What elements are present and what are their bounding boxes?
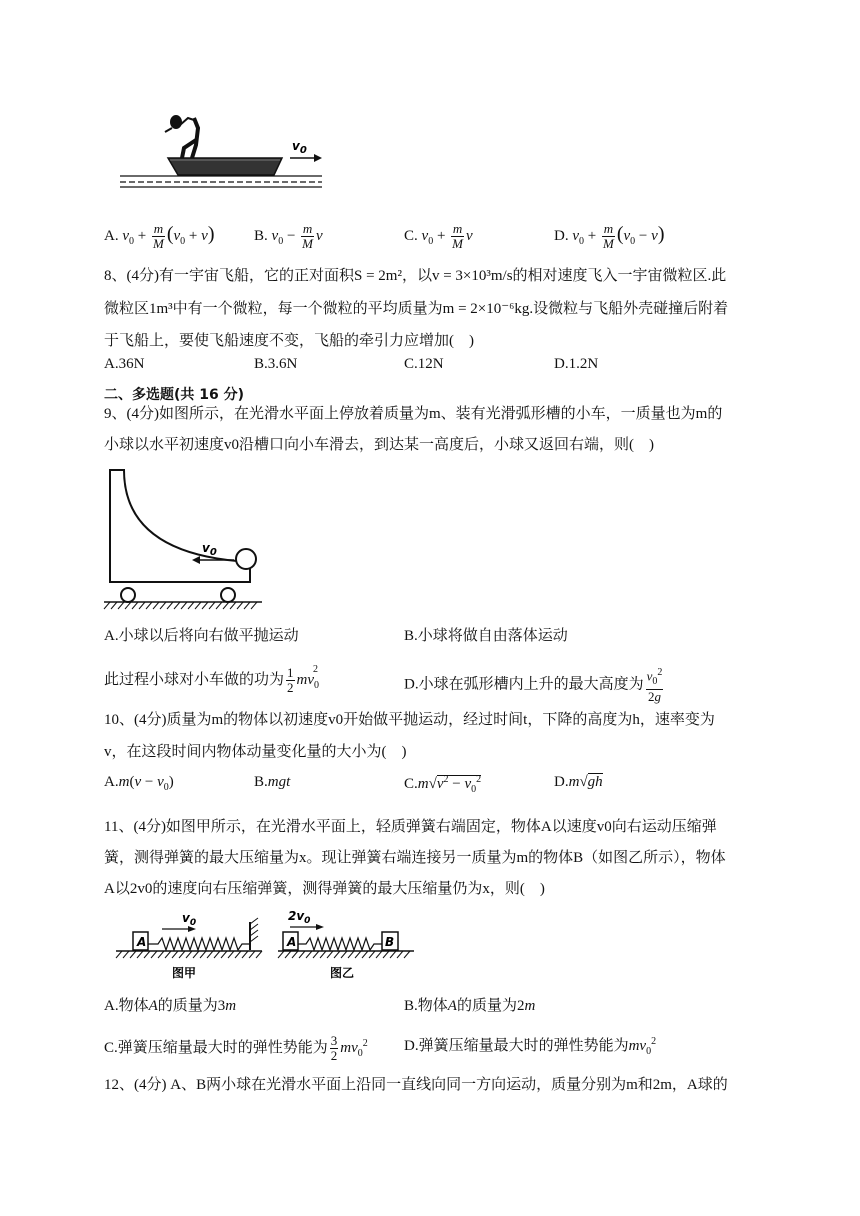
q9-option-c: 此过程小球对小车做的功为 $\frac{1}{2}$ $mv_0^2$	[104, 663, 320, 695]
ground-hatch-line	[327, 951, 333, 958]
ground-hatch-line	[144, 951, 150, 958]
svg-text:B: B	[385, 935, 395, 949]
q7-option-c: C. $v_0$ + $\frac{m}{M}$ v	[404, 221, 473, 251]
section-title: 二、多选题(共 16 分)	[104, 387, 245, 403]
ground-hatch-line	[214, 951, 220, 958]
q8-option-c: C.12N	[404, 356, 444, 372]
ground-hatch-line	[123, 951, 129, 958]
svg-text:v0: $v_0$	[182, 911, 197, 928]
ground-hatch-line	[383, 951, 389, 958]
q11-option-d: D.弹簧压缩量最大时的弹性势能为$mv_0^2$	[404, 1036, 657, 1057]
ground-hatch-line	[320, 951, 326, 958]
svg-text:A: A	[137, 935, 147, 949]
spring-left	[148, 938, 250, 950]
q11-option-b: B.物体A的质量为2m	[404, 998, 536, 1014]
q10-line-2: v，在这段时间内物体动量变化量的大小为( )	[104, 744, 407, 760]
svg-text:2v0: $2v_0$	[288, 909, 311, 926]
ground-hatch-line	[404, 951, 410, 958]
ground-hatch-line	[137, 951, 143, 958]
ground-hatch-line	[362, 951, 368, 958]
q10-option-c: $C.m√v^2 - v_0^2$	[404, 774, 482, 795]
q8-line-3: 于飞船上，要使飞船速度不变，飞船的牵引力应增加( )	[104, 333, 474, 349]
q7-option-b: B. $v_0$ − $\frac{m}{M}$ v	[254, 221, 323, 251]
ground-hatch-line	[172, 951, 178, 958]
ground-hatch-line	[390, 951, 396, 958]
q12-line-1: 12、(4分) A、B两小球在光滑水平面上沿同一直线向同一方向运动，质量分别为m和2m，A球的	[104, 1077, 728, 1093]
ground-hatch-line	[355, 951, 361, 958]
q7-option-a: A. $v_0$ + $\frac{m}{M}$ $(v_0 + v)$	[104, 221, 215, 251]
ground-hatch-line	[249, 951, 255, 958]
q9-option-a: A.小球以后将向右做平抛运动	[104, 628, 299, 644]
ground-hatch-line	[242, 951, 248, 958]
ground-hatch-line	[285, 951, 291, 958]
q9-line-1: 9、(4分)如图所示，在光滑水平面上停放着质量为m、装有光滑弧形槽的小车，一质量也为m的	[104, 406, 723, 422]
q8-line-2: 微粒区1m³中有一个微粒，每一个微粒的平均质量为m = 2×10⁻⁶kg.设微粒与飞船外壳碰撞后附着	[104, 301, 729, 317]
ground-hatch-line	[116, 951, 122, 958]
ground-hatch-line	[165, 951, 171, 958]
cart-velocity-label: $v_0$	[202, 541, 217, 558]
ground-hatch-line	[221, 951, 227, 958]
q11-option-c: C.弹簧压缩量最大时的弹性势能为 $\frac{3}{2}$ $mv_0^2$	[104, 1033, 368, 1063]
q7-option-d: D. $v_0$ + $\frac{m}{M}$ $(v_0 - v)$	[554, 221, 665, 251]
q11-line-2: 簧，测得弹簧的最大压缩量为x。现让弹簧右端连接另一质量为m的物体B（如图乙所示），物体	[104, 850, 726, 866]
q8-line-1: 8、(4分)有一宇宙飞船，它的正对面积S = 2m²，以v = 3×10³m/s的相对速度飞入一宇宙微粒区.此	[104, 268, 727, 284]
q8-option-d: D.1.2N	[554, 356, 599, 372]
ground-hatch-line	[278, 951, 284, 958]
ground-hatch-line	[179, 951, 185, 958]
ground-hatch-line	[376, 951, 382, 958]
ground-hatch-line	[369, 951, 375, 958]
spring-right	[298, 938, 382, 950]
ground-hatch-line	[348, 951, 354, 958]
q10-option-a: $A.m(v - v_0)$	[104, 774, 174, 793]
q11-line-1: 11、(4分)如图甲所示，在光滑水平面上，轻质弹簧右端固定，物体A以速度v0向右运动压缩弹	[104, 819, 717, 835]
q10-option-d: D.m√gh	[554, 774, 603, 790]
ground-hatch-line	[130, 951, 136, 958]
q8-option-a: A.36N	[104, 356, 145, 372]
ground-hatch-line	[256, 951, 262, 958]
ground-hatch-line	[299, 951, 305, 958]
ground-hatch-line	[341, 951, 347, 958]
ground-hatch-line	[151, 951, 157, 958]
ground-hatch-line	[397, 951, 403, 958]
ground-hatch-line	[292, 951, 298, 958]
q9-option-d: D.小球在弧形槽内上升的最大高度为 $\frac{v_0^2}{2g}$	[404, 667, 663, 704]
ground-hatch-line	[186, 951, 192, 958]
ground-hatch-line	[193, 951, 199, 958]
q9-line-2: 小球以水平初速度v0沿槽口向小车滑去，到达某一高度后，小球又返回右端，则( )	[104, 437, 654, 453]
svg-text:A: A	[287, 935, 297, 949]
q10-option-b: B.mgt	[254, 774, 291, 790]
svg-text:图甲: 图甲	[172, 966, 197, 980]
q10-line-1: 10、(4分)质量为m的物体以初速度v0开始做平抛运动，经过时间t，下降的高度为h，速率变为	[104, 712, 715, 728]
ground-hatch-line	[235, 951, 241, 958]
ground-hatch-line	[334, 951, 340, 958]
ground-hatch-line	[158, 951, 164, 958]
boat-velocity-label: $v_0$	[292, 139, 307, 156]
ground-hatch-line	[200, 951, 206, 958]
q11-line-3: A以2v0的速度向右压缩弹簧，测得弹簧的最大压缩量仍为x，则( )	[104, 881, 545, 897]
ground-hatch-line	[207, 951, 213, 958]
ground-hatch-line	[306, 951, 312, 958]
ground-hatch-line	[313, 951, 319, 958]
q8-option-b: B.3.6N	[254, 356, 298, 372]
q9-option-b: B.小球将做自由落体运动	[404, 628, 568, 644]
ground-hatch-line	[228, 951, 234, 958]
svg-text:图乙: 图乙	[330, 966, 355, 980]
q11-option-a: A.物体A的质量为3m	[104, 998, 237, 1014]
